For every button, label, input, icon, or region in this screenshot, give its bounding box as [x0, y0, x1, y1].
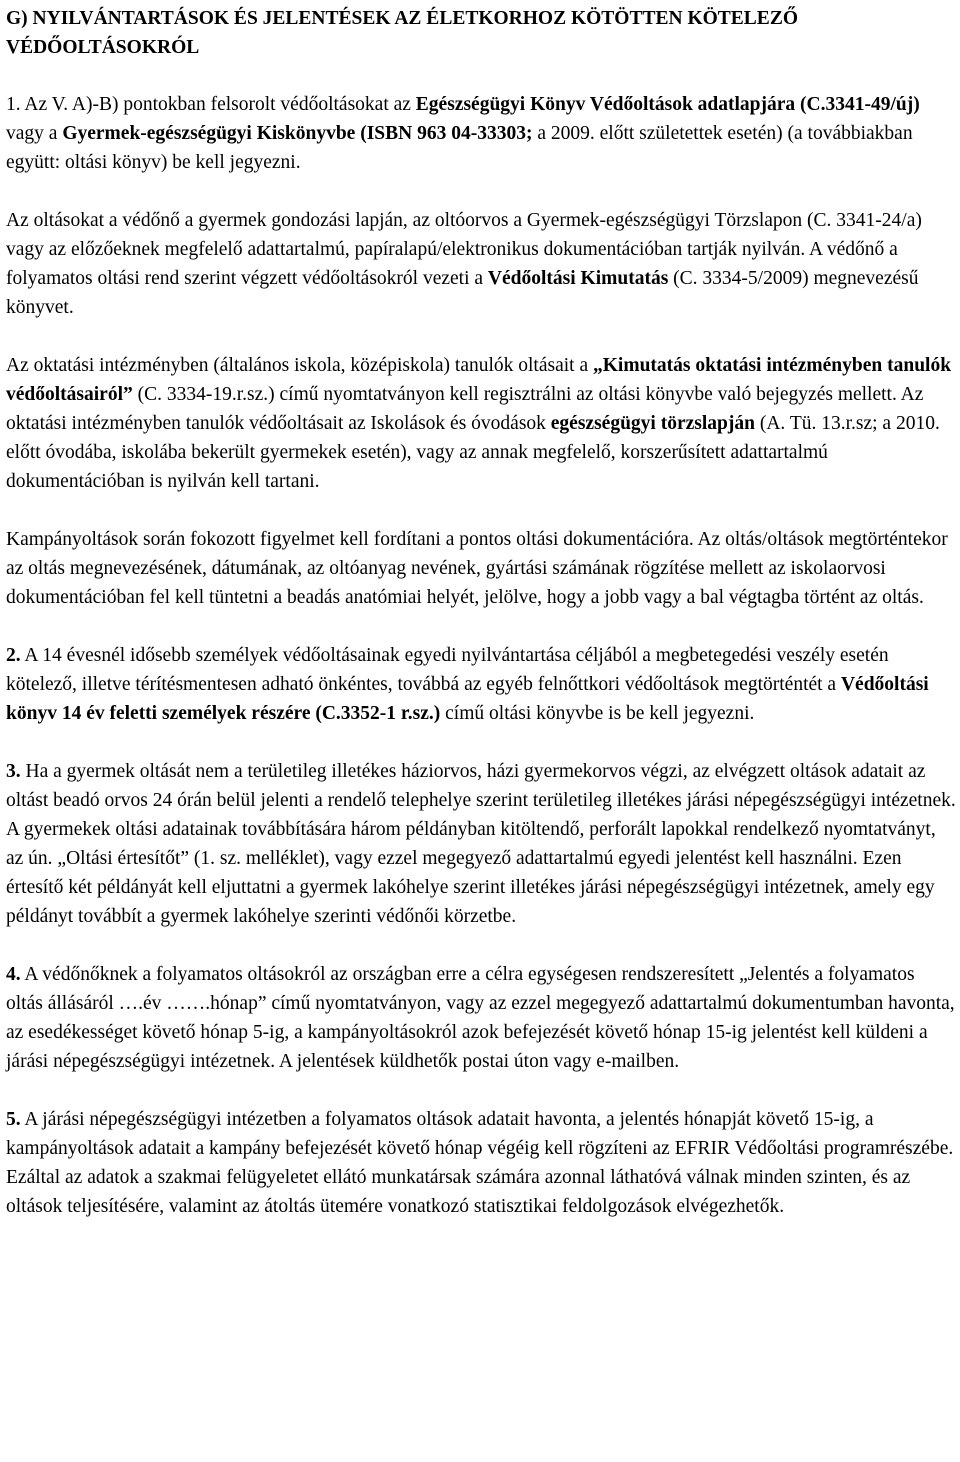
paragraph-8 — [6, 1105, 956, 1221]
p5-number: 2. — [6, 645, 21, 666]
p3-bold-2: egészségügyi törzslapján — [550, 413, 755, 434]
p3-text-2: (C. 3334-19.r.sz.) című nyomtatványon kell regisztrálni az oltási könyvbe való bejegyzés mellett. Az oktatási intézményben tanulók védőoltásait az Iskolások és óvodások — [6, 384, 924, 434]
p1-bold-2: Gyermek-egészségügyi Kiskönyvbe (ISBN 963 04-33303; — [62, 123, 533, 144]
paragraph-7 — [6, 960, 956, 1076]
p1-text-2: vagy a — [6, 123, 63, 144]
p5-bold-1: Védőoltási könyv 14 év feletti személyek részére (C.3352-1 r.sz.) — [6, 674, 929, 724]
p7-number: 4. — [6, 964, 21, 985]
p5-text-2: című oltási könyvbe is be kell jegyezni. — [440, 703, 755, 724]
p3-text-3: (A. Tü. 13.r.sz; a 2010. előtt óvodába, iskolába bekerült gyermekek esetén), vagy az annak megfelelő, korszerűsített adattartalmú dokumentációban is nyilván kell tartani. — [6, 413, 940, 492]
p5-text-1: A 14 évesnél idősebb személyek védőoltásainak egyedi nyilvántartása céljából a megbetegedési veszély esetén kötelező, illetve térítésmentesen adható önkéntes, továbbá az egyéb felnőttkori védőoltások megtörténtét a — [6, 645, 889, 695]
paragraph-1 — [6, 90, 956, 177]
p1-bold-1: Egészségügyi Könyv Védőoltások adatlapjára (C.3341-49/új) — [415, 94, 920, 115]
p1-text-3: a 2009. előtt születettek esetén) (a továbbiakban együtt: oltási könyv) be kell jegyezni. — [6, 123, 913, 173]
p2-bold-1: Védőoltási Kimutatás — [487, 268, 669, 289]
p8-text-1: A járási népegészségügyi intézetben a folyamatos oltások adatait havonta, a jelentés hónapját követő 15-ig, a kampányoltások adatait a kampány befejezését követő hónap végéig kell rögzíteni az EFRIR Védőoltási programrészébe. Ezáltal az adatok a szakmai felügyeletet ellátó munkatársak számára azonnal láthatóvá válnak minden szinten, és az oltások teljesítésére, valamint az átoltás ütemére vonatkozó statisztikai feldolgozások elvégezhetők. — [6, 1109, 954, 1217]
paragraph-2 — [6, 206, 956, 322]
p3-text-1: Az oktatási intézményben (általános iskola, középiskola) tanulók oltásait a — [6, 355, 593, 376]
paragraph-6 — [6, 757, 956, 931]
p2-text-1: Az oltásokat a védőnő a gyermek gondozási lapján, az oltóorvos a Gyermek-egészségügyi Törzslapon (C. 3341-24/a) vagy az előzőeknek megfelelő adattartalmú, papíralapú/elektronikus dokumentációban tartják nyilván. A védőnő a folyamatos oltási rend szerint végzett védőoltásokról vezeti a — [6, 210, 922, 289]
paragraph-5 — [6, 641, 956, 728]
p4-text-1: Kampányoltások során fokozott figyelmet kell fordítani a pontos oltási dokumentációra. Az oltás/oltások megtörténtekor az oltás megnevezésének, dátumának, az oltóanyag nevének, gyártási számának rögzítése mellett az iskolaorvosi dokumentációban fel kell tüntetni a beadás anatómiai helyét, jelölve, hogy a jobb vagy a bal végtagba történt az oltás. — [6, 529, 948, 608]
p6-number: 3. — [6, 761, 21, 782]
p7-text-1: A védőnőknek a folyamatos oltásokról az országban erre a célra egységesen rendszeresített „Jelentés a folyamatos oltás állásáról ….év …….hónap” című nyomtatványon, vagy az ezzel megegyező adattartalmú dokumentumban havonta, az esedékességet követő hónap 5-ig, a kampányoltásokról azok befejezését követő hónap 15-ig jelentést kell küldeni a járási népegészségügyi intézetnek. A jelentések küldhetők postai úton vagy e-mailben. — [6, 964, 955, 1072]
p1-text-1: 1. Az V. A)-B) pontokban felsorolt védőoltásokat az — [6, 94, 416, 115]
paragraph-3 — [6, 351, 956, 496]
paragraph-4 — [6, 525, 956, 612]
p8-number: 5. — [6, 1109, 21, 1130]
p6-text-1: Ha a gyermek oltását nem a területileg illetékes háziorvos, házi gyermekorvos végzi, az elvégzett oltások adatait az oltást beadó orvos 24 órán belül jelenti a rendelő telephelye szerint területileg illetékes járási népegészségügyi intézetnek. A gyermekek oltási adatainak továbbítására három példányban kitöltendő, perforált lapokkal rendelkező nyomtatványt, az ún. „Oltási értesítőt” (1. sz. melléklet), vagy ezzel megegyező adattartalmú egyedi jelentést kell használni. Ezen értesítő két példányát kell eljuttatni a gyermek lakóhelye szerint illetékes járási népegészségügyi intézetnek, amely egy példányt továbbít a gyermek lakóhelye szerinti védőnői körzetbe. — [6, 761, 956, 927]
p2-text-2: (C. 3334-5/2009) megnevezésű könyvet. — [6, 268, 919, 318]
p3-bold-1: „Kimutatás oktatási intézményben tanulók védőoltásairól” — [6, 355, 952, 405]
document-title: G) NYILVÁNTARTÁSOK ÉS JELENTÉSEK AZ ÉLETKORHOZ KÖTÖTTEN KÖTELEZŐ VÉDŐOLTÁSOKRÓL — [6, 8, 798, 58]
